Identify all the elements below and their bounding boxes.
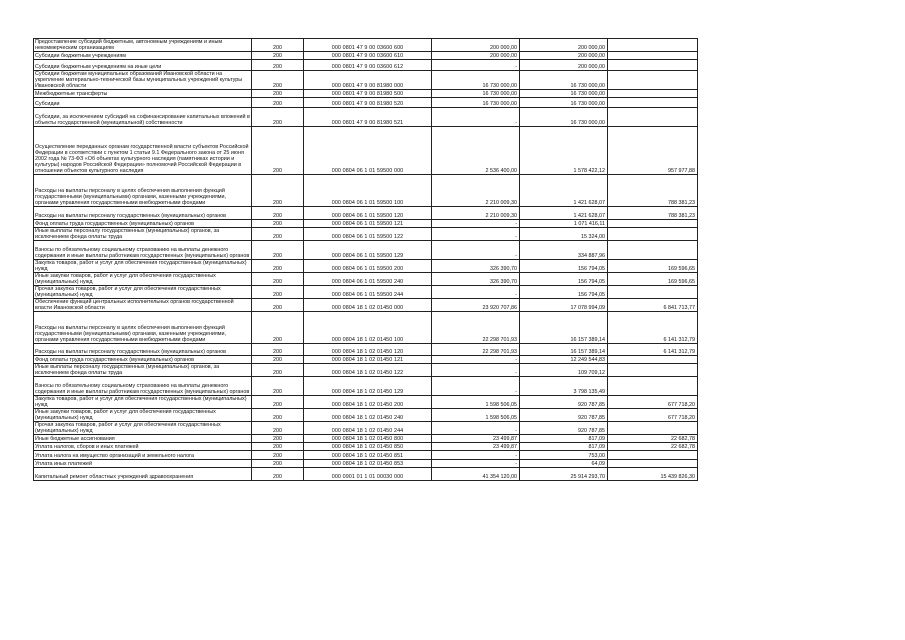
row-unexecuted-amount: 169 596,65 — [608, 273, 698, 286]
budget-report-sheet — [33, 38, 697, 481]
row-executed-amount: 334 887,96 — [520, 241, 608, 260]
row-unexecuted-amount — [608, 377, 698, 396]
row-unexecuted-amount — [608, 286, 698, 299]
row-classification-code: 000 0804 18 1 02 01450 120 — [304, 344, 432, 356]
budget-execution-table — [33, 38, 698, 481]
table-row — [34, 260, 698, 273]
row-unexecuted-amount — [608, 228, 698, 241]
row-name: Иные выплаты персоналу государственных (муниципальных) органов, за исключением фонда оплаты труда — [34, 228, 252, 241]
row-classification-code: 000 0804 18 1 02 01450 122 — [304, 364, 432, 377]
row-name: Закупка товаров, работ и услуг для обеспечения государственных (муниципальных) нужд — [34, 396, 252, 409]
row-name: Расходы на выплаты персоналу в целях обеспечения выполнения функций государственными (муниципальными) органами, казенными учреждениями, органами управления государственными внебюджетными фондами — [34, 175, 252, 207]
row-code: 200 — [252, 90, 304, 98]
row-approved-amount: 16 730 000,00 — [432, 71, 520, 90]
row-executed-amount: 16 730 000,00 — [520, 98, 608, 108]
row-name: Субсидии, за исключением субсидий на софинансирование капитальных вложений в объекты государственной (муниципальной) собственности — [34, 108, 252, 127]
row-unexecuted-amount: 788 381,23 — [608, 175, 698, 207]
row-executed-amount: 16 157 389,14 — [520, 344, 608, 356]
row-approved-amount: - — [432, 220, 520, 228]
row-unexecuted-amount — [608, 241, 698, 260]
row-executed-amount: 200 000,00 — [520, 52, 608, 60]
row-name: Субсидии бюджетным учреждениям на иные цели — [34, 60, 252, 71]
row-approved-amount: 23 499,87 — [432, 435, 520, 443]
row-executed-amount: 817,09 — [520, 435, 608, 443]
row-code: 200 — [252, 52, 304, 60]
row-approved-amount: 16 730 000,00 — [432, 90, 520, 98]
row-classification-code: 000 0804 06 1 01 59500 120 — [304, 207, 432, 220]
row-unexecuted-amount: 22 682,78 — [608, 443, 698, 451]
table-row — [34, 312, 698, 344]
row-name: Иные закупки товаров, работ и услуг для обеспечения государственных (муниципальных) нужд — [34, 409, 252, 422]
table-row — [34, 344, 698, 356]
row-code: 200 — [252, 127, 304, 175]
row-classification-code: 000 0804 18 1 02 01450 800 — [304, 435, 432, 443]
row-approved-amount: - — [432, 228, 520, 241]
row-executed-amount: 12 249 544,83 — [520, 356, 608, 364]
table-row — [34, 241, 698, 260]
row-code: 200 — [252, 228, 304, 241]
row-name: Взносы по обязательному социальному страхованию на выплаты денежного содержания и иные выплаты работникам государственных (муниципальных) органов — [34, 241, 252, 260]
table-row — [34, 286, 698, 299]
row-code: 200 — [252, 451, 304, 460]
row-executed-amount: 1 421 628,07 — [520, 175, 608, 207]
row-classification-code: 000 0804 18 1 02 01450 850 — [304, 443, 432, 451]
row-code: 200 — [252, 286, 304, 299]
row-approved-amount: 200 000,00 — [432, 39, 520, 52]
row-classification-code: 000 0804 06 1 01 59500 244 — [304, 286, 432, 299]
table-row — [34, 207, 698, 220]
row-executed-amount: 1 071 416,11 — [520, 220, 608, 228]
row-code: 200 — [252, 422, 304, 435]
row-code: 200 — [252, 39, 304, 52]
row-approved-amount: - — [432, 422, 520, 435]
row-classification-code: 000 0801 47 9 00 03600 600 — [304, 39, 432, 52]
table-row — [34, 98, 698, 108]
row-name: Субсидии — [34, 98, 252, 108]
row-name: Осуществление переданных органам государственной власти субъектов Российской Федерации в соответствии с пунктом 1 статьи 9.1 Федерального закона от 25 июня 2002 года № 73-ФЗ «Об объектах культурного наследия (памятниках истории и культуры) народов Российской Федерации» полномочий Российской Федерации в отношении объектов культурного наследия — [34, 127, 252, 175]
row-approved-amount: - — [432, 460, 520, 468]
row-unexecuted-amount — [608, 90, 698, 98]
table-row — [34, 409, 698, 422]
row-executed-amount: 920 787,85 — [520, 396, 608, 409]
row-approved-amount: - — [432, 377, 520, 396]
row-executed-amount: 156 794,05 — [520, 260, 608, 273]
row-unexecuted-amount: 15 439 826,30 — [608, 468, 698, 481]
row-unexecuted-amount — [608, 364, 698, 377]
row-name: Прочая закупка товаров, работ и услуг для обеспечения государственных (муниципальных) нужд — [34, 422, 252, 435]
row-name: Уплата иных платежей — [34, 460, 252, 468]
row-name: Субсидии бюджетам муниципальных образований Ивановской области на укрепление материально-технической базы муниципальных учреждений культуры Ивановской области — [34, 71, 252, 90]
row-code: 200 — [252, 460, 304, 468]
row-classification-code: 000 0804 18 1 02 01450 853 — [304, 460, 432, 468]
row-unexecuted-amount — [608, 422, 698, 435]
row-executed-amount: 1 578 422,12 — [520, 127, 608, 175]
row-approved-amount: 22 298 701,93 — [432, 344, 520, 356]
row-executed-amount: 156 794,05 — [520, 286, 608, 299]
row-approved-amount: 326 390,70 — [432, 273, 520, 286]
row-unexecuted-amount — [608, 98, 698, 108]
row-code: 200 — [252, 220, 304, 228]
row-code: 200 — [252, 364, 304, 377]
row-approved-amount: 2 536 400,00 — [432, 127, 520, 175]
row-name: Иные бюджетные ассигнования — [34, 435, 252, 443]
row-name: Уплата налогов, сборов и иных платежей — [34, 443, 252, 451]
row-code: 200 — [252, 108, 304, 127]
row-unexecuted-amount: 677 718,20 — [608, 396, 698, 409]
row-name: Субсидии бюджетным учреждениям — [34, 52, 252, 60]
row-unexecuted-amount: 788 381,23 — [608, 207, 698, 220]
row-executed-amount: 17 078 994,09 — [520, 299, 608, 312]
row-executed-amount: 753,00 — [520, 451, 608, 460]
table-row — [34, 451, 698, 460]
row-classification-code: 000 0801 47 9 00 81980 521 — [304, 108, 432, 127]
row-executed-amount: 16 730 000,00 — [520, 108, 608, 127]
row-classification-code: 000 0801 47 9 00 03600 610 — [304, 52, 432, 60]
row-classification-code: 000 0801 47 9 00 03600 612 — [304, 60, 432, 71]
row-name: Прочая закупка товаров, работ и услуг для обеспечения государственных (муниципальных) нужд — [34, 286, 252, 299]
row-classification-code: 000 0804 06 1 01 59500 100 — [304, 175, 432, 207]
row-name: Капитальный ремонт областных учреждений здравоохранения — [34, 468, 252, 481]
row-unexecuted-amount — [608, 71, 698, 90]
table-row — [34, 175, 698, 207]
row-executed-amount: 200 000,00 — [520, 60, 608, 71]
row-executed-amount: 16 157 389,14 — [520, 312, 608, 344]
row-code: 200 — [252, 443, 304, 451]
row-executed-amount: 109 709,12 — [520, 364, 608, 377]
row-classification-code: 000 0804 18 1 02 01450 240 — [304, 409, 432, 422]
row-name: Расходы на выплаты персоналу государственных (муниципальных) органов — [34, 344, 252, 356]
row-code: 200 — [252, 241, 304, 260]
row-executed-amount: 16 730 000,00 — [520, 71, 608, 90]
row-approved-amount: - — [432, 286, 520, 299]
row-unexecuted-amount: 677 718,20 — [608, 409, 698, 422]
row-unexecuted-amount — [608, 451, 698, 460]
row-name: Уплата налога на имущество организаций и земельного налога — [34, 451, 252, 460]
table-row — [34, 435, 698, 443]
row-unexecuted-amount: 6 141 312,79 — [608, 344, 698, 356]
row-classification-code: 000 0804 06 1 01 59500 240 — [304, 273, 432, 286]
row-approved-amount: 326 390,70 — [432, 260, 520, 273]
row-code: 200 — [252, 396, 304, 409]
row-name: Расходы на выплаты персоналу в целях обеспечения выполнения функций государственными (муниципальными) органами, казенными учреждениями, органами управления государственными внебюджетными фондами — [34, 312, 252, 344]
row-unexecuted-amount: 957 977,88 — [608, 127, 698, 175]
row-classification-code: 000 0804 06 1 01 59500 000 — [304, 127, 432, 175]
row-name: Фонд оплаты труда государственных (муниципальных) органов — [34, 356, 252, 364]
row-approved-amount: - — [432, 451, 520, 460]
table-row — [34, 364, 698, 377]
table-row — [34, 220, 698, 228]
row-name: Межбюджетные трансферты — [34, 90, 252, 98]
row-code: 200 — [252, 344, 304, 356]
row-unexecuted-amount: 6 141 312,79 — [608, 312, 698, 344]
row-name: Взносы по обязательному социальному страхованию на выплаты денежного содержания и иные выплаты работникам государственных (муниципальных) органов — [34, 377, 252, 396]
row-unexecuted-amount: 169 596,65 — [608, 260, 698, 273]
row-approved-amount: 200 000,00 — [432, 52, 520, 60]
row-unexecuted-amount — [608, 356, 698, 364]
row-code: 200 — [252, 377, 304, 396]
table-row — [34, 273, 698, 286]
row-classification-code: 000 0804 06 1 01 59500 122 — [304, 228, 432, 241]
row-classification-code: 000 0804 18 1 02 01450 244 — [304, 422, 432, 435]
table-row — [34, 228, 698, 241]
row-classification-code: 000 0804 18 1 02 01450 200 — [304, 396, 432, 409]
row-name: Расходы на выплаты персоналу государственных (муниципальных) органов — [34, 207, 252, 220]
row-executed-amount: 156 794,05 — [520, 273, 608, 286]
row-code: 200 — [252, 312, 304, 344]
row-classification-code: 000 0801 47 9 00 81980 500 — [304, 90, 432, 98]
table-row — [34, 468, 698, 481]
row-executed-amount: 25 914 293,70 — [520, 468, 608, 481]
row-classification-code: 000 0801 47 9 00 81980 520 — [304, 98, 432, 108]
row-unexecuted-amount — [608, 60, 698, 71]
table-row — [34, 127, 698, 175]
row-code: 200 — [252, 175, 304, 207]
row-code: 200 — [252, 71, 304, 90]
table-row — [34, 299, 698, 312]
row-executed-amount: 15 324,00 — [520, 228, 608, 241]
row-approved-amount: - — [432, 364, 520, 377]
row-classification-code: 000 0804 18 1 02 01450 851 — [304, 451, 432, 460]
table-row — [34, 90, 698, 98]
row-classification-code: 000 0801 47 9 00 81980 000 — [304, 71, 432, 90]
row-code: 200 — [252, 60, 304, 71]
row-unexecuted-amount — [608, 460, 698, 468]
row-approved-amount: 41 354 120,00 — [432, 468, 520, 481]
row-classification-code: 000 0804 06 1 01 59500 129 — [304, 241, 432, 260]
table-row — [34, 396, 698, 409]
row-unexecuted-amount: 22 682,78 — [608, 435, 698, 443]
row-name: Закупка товаров, работ и услуг для обеспечения государственных (муниципальных) нужд — [34, 260, 252, 273]
row-unexecuted-amount: 6 841 713,77 — [608, 299, 698, 312]
row-executed-amount: 817,09 — [520, 443, 608, 451]
row-approved-amount: - — [432, 241, 520, 260]
row-code: 200 — [252, 435, 304, 443]
row-code: 200 — [252, 409, 304, 422]
row-code: 200 — [252, 260, 304, 273]
row-classification-code: 000 0804 18 1 02 01450 129 — [304, 377, 432, 396]
row-name: Фонд оплаты труда государственных (муниципальных) органов — [34, 220, 252, 228]
row-approved-amount: - — [432, 108, 520, 127]
row-unexecuted-amount — [608, 52, 698, 60]
row-code: 200 — [252, 98, 304, 108]
table-row — [34, 108, 698, 127]
row-code: 200 — [252, 207, 304, 220]
row-approved-amount: 23 920 707,86 — [432, 299, 520, 312]
table-row — [34, 356, 698, 364]
row-approved-amount: 1 598 506,05 — [432, 396, 520, 409]
row-executed-amount: 1 421 628,07 — [520, 207, 608, 220]
row-unexecuted-amount — [608, 108, 698, 127]
row-classification-code: 000 0804 18 1 02 01450 100 — [304, 312, 432, 344]
row-classification-code: 000 0804 06 1 01 59500 121 — [304, 220, 432, 228]
row-approved-amount: - — [432, 356, 520, 364]
row-code: 200 — [252, 356, 304, 364]
table-row — [34, 443, 698, 451]
row-approved-amount: - — [432, 60, 520, 71]
row-executed-amount: 16 730 000,00 — [520, 90, 608, 98]
table-row — [34, 71, 698, 90]
row-approved-amount: 2 210 009,30 — [432, 175, 520, 207]
row-approved-amount: 22 298 701,93 — [432, 312, 520, 344]
table-row — [34, 377, 698, 396]
row-code: 200 — [252, 468, 304, 481]
row-approved-amount: 2 210 009,30 — [432, 207, 520, 220]
row-name: Иные выплаты персоналу государственных (муниципальных) органов, за исключением фонда оплаты труда — [34, 364, 252, 377]
table-body — [34, 39, 698, 481]
row-name: Предоставление субсидий бюджетным, автономным учреждениям и иным некоммерческим организациям — [34, 39, 252, 52]
row-executed-amount: 920 787,85 — [520, 409, 608, 422]
table-row — [34, 60, 698, 71]
table-row — [34, 422, 698, 435]
row-classification-code: 000 0901 01 1 01 00030 000 — [304, 468, 432, 481]
row-approved-amount: 16 730 000,00 — [432, 98, 520, 108]
row-code: 200 — [252, 273, 304, 286]
row-executed-amount: 200 000,00 — [520, 39, 608, 52]
table-row — [34, 52, 698, 60]
row-unexecuted-amount — [608, 220, 698, 228]
table-row — [34, 460, 698, 468]
row-name: Иные закупки товаров, работ и услуг для обеспечения государственных (муниципальных) нужд — [34, 273, 252, 286]
row-approved-amount: 1 598 506,05 — [432, 409, 520, 422]
row-executed-amount: 3 798 135,49 — [520, 377, 608, 396]
table-row — [34, 39, 698, 52]
row-executed-amount: 920 787,85 — [520, 422, 608, 435]
row-classification-code: 000 0804 06 1 01 59500 200 — [304, 260, 432, 273]
row-code: 200 — [252, 299, 304, 312]
row-name: Обеспечение функций центральных исполнительных органов государственной власти Ивановской области — [34, 299, 252, 312]
row-unexecuted-amount — [608, 39, 698, 52]
row-approved-amount: 23 499,87 — [432, 443, 520, 451]
row-classification-code: 000 0804 18 1 02 01450 000 — [304, 299, 432, 312]
row-classification-code: 000 0804 18 1 02 01450 121 — [304, 356, 432, 364]
row-executed-amount: 64,09 — [520, 460, 608, 468]
